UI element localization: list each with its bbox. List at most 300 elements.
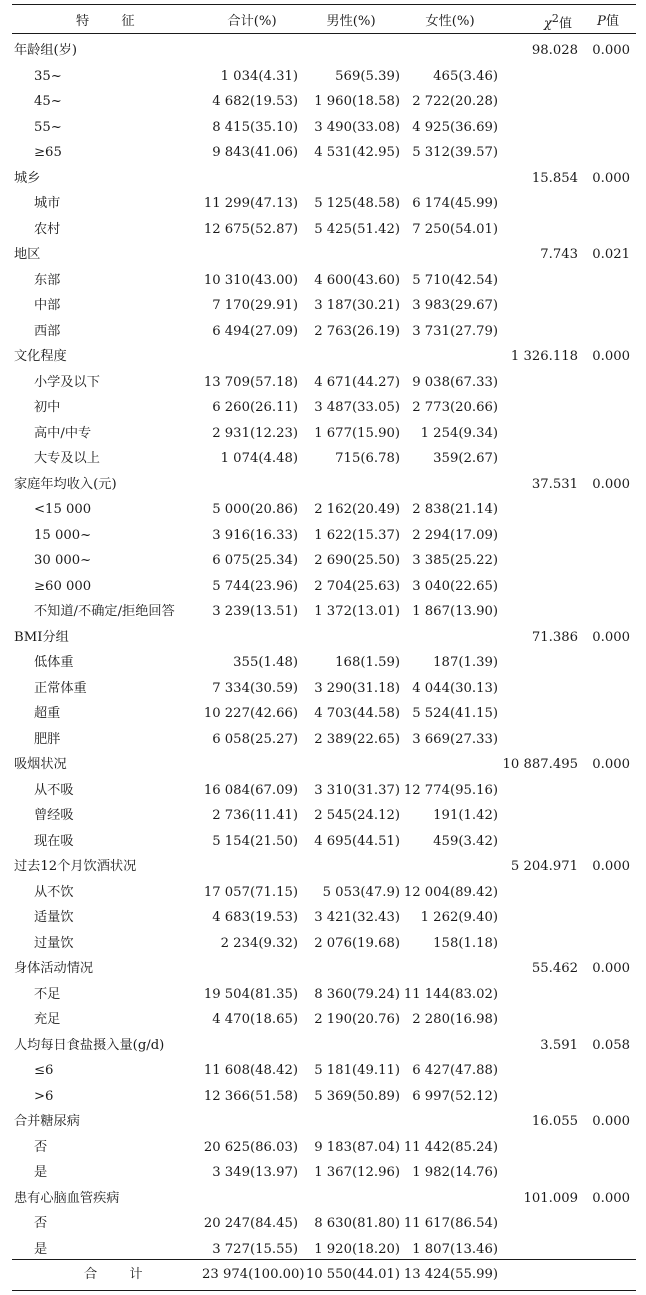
- row-label: 肥胖: [34, 731, 61, 747]
- total-cell: 6 494(27.09): [212, 323, 298, 339]
- row-label: 城市: [34, 196, 61, 212]
- header-p-value: [580, 5, 636, 38]
- total-cell: 2 736(11.41): [212, 808, 298, 824]
- empty-cell: [580, 217, 636, 243]
- total-cell: 1 034(4.31): [220, 68, 298, 84]
- male-cell: 3 490(33.08): [314, 119, 400, 135]
- empty-cell: [500, 1160, 580, 1186]
- group-label: 身体活动情况: [14, 961, 94, 977]
- empty-cell: [500, 268, 580, 294]
- male-cell: 2 190(20.76): [314, 1012, 400, 1028]
- empty-cell: [400, 1109, 500, 1135]
- table-row: [12, 1135, 636, 1161]
- empty-cell: [302, 625, 400, 651]
- empty-cell: [500, 1237, 580, 1263]
- empty-cell: [500, 931, 580, 957]
- female-cell: 7 250(54.01): [412, 221, 498, 237]
- empty-cell: [580, 497, 636, 523]
- table-row: [12, 319, 636, 345]
- male-cell: 5 369(50.89): [314, 1088, 400, 1104]
- empty-cell: [500, 1084, 580, 1110]
- empty-cell: [202, 752, 302, 778]
- female-cell: 3 385(25.22): [412, 553, 498, 569]
- empty-cell: [500, 548, 580, 574]
- empty-cell: [580, 829, 636, 855]
- total-cell: 9 843(41.06): [212, 145, 298, 161]
- group-header-row: [12, 166, 636, 192]
- male-cell: 8 360(79.24): [314, 986, 400, 1002]
- group-header-row: [12, 1033, 636, 1059]
- empty-cell: [580, 574, 636, 600]
- empty-cell: [500, 497, 580, 523]
- table-row: [12, 1211, 636, 1237]
- table-row: [12, 497, 636, 523]
- male-cell: 9 183(87.04): [314, 1139, 400, 1155]
- total-cell: 2 234(9.32): [220, 935, 298, 951]
- empty-cell: [580, 319, 636, 345]
- row-label: >6: [34, 1088, 54, 1104]
- p-value: 0.021: [592, 247, 630, 263]
- male-cell: 1 367(12.96): [314, 1165, 400, 1181]
- chi-square-value: 10 887.495: [502, 757, 578, 773]
- female-cell: 6 174(45.99): [412, 196, 498, 212]
- female-cell: 11 144(83.02): [403, 986, 498, 1002]
- male-cell: 5 181(49.11): [314, 1063, 400, 1079]
- female-cell: 1 262(9.40): [420, 910, 498, 926]
- p-value: 0.000: [592, 859, 630, 875]
- empty-cell: [580, 905, 636, 931]
- empty-cell: [500, 115, 580, 141]
- male-cell: 4 600(43.60): [314, 272, 400, 288]
- empty-cell: [202, 242, 302, 268]
- group-label: 过去12个月饮酒状况: [14, 859, 137, 875]
- p-value: 0.000: [592, 961, 630, 977]
- male-cell: 715(6.78): [335, 451, 400, 467]
- empty-cell: [500, 803, 580, 829]
- total-male: 10 550(44.01): [305, 1267, 400, 1283]
- female-cell: 1 254(9.34): [420, 425, 498, 441]
- female-cell: 6 427(47.88): [412, 1063, 498, 1079]
- group-label: 人均每日食盐摄入量(g/d): [14, 1037, 165, 1053]
- table-row: [12, 676, 636, 702]
- group-label: 文化程度: [14, 349, 67, 365]
- chi-square-value: 71.386: [531, 629, 578, 645]
- total-cell: 11 299(47.13): [203, 196, 298, 212]
- row-label: 过量饮: [34, 935, 74, 951]
- empty-cell: [400, 344, 500, 370]
- empty-cell: [202, 625, 302, 651]
- empty-cell: [500, 982, 580, 1008]
- female-cell: 11 617(86.54): [403, 1216, 498, 1232]
- group-label: 吸烟状况: [14, 757, 67, 773]
- table-row: [12, 64, 636, 90]
- chi-suffix: 值: [558, 16, 572, 32]
- row-label: 正常体重: [34, 680, 87, 696]
- empty-cell: [202, 166, 302, 192]
- male-cell: 3 421(32.43): [314, 910, 400, 926]
- empty-cell: [580, 395, 636, 421]
- male-cell: 5 053(47.9): [322, 884, 400, 900]
- table-row: [12, 395, 636, 421]
- empty-cell: [400, 166, 500, 192]
- chi-square-value: 5 204.971: [510, 859, 578, 875]
- total-cell: 5 154(21.50): [212, 833, 298, 849]
- chi-square-value: 55.462: [531, 961, 578, 977]
- male-cell: 2 076(19.68): [314, 935, 400, 951]
- p-suffix: 值: [605, 13, 620, 29]
- group-label: 合并糖尿病: [14, 1114, 80, 1130]
- p-value: 0.000: [592, 1190, 630, 1206]
- empty-cell: [580, 64, 636, 90]
- group-label: 地区: [14, 247, 41, 263]
- table-row: [12, 115, 636, 141]
- total-cell: 19 504(81.35): [203, 986, 298, 1002]
- empty-cell: [580, 676, 636, 702]
- total-cell: 2 931(12.23): [212, 425, 298, 441]
- empty-cell: [500, 89, 580, 115]
- total-cell: 10 227(42.66): [203, 706, 298, 722]
- row-label: 是: [34, 1165, 48, 1181]
- total-cell: 6 260(26.11): [212, 400, 298, 416]
- chi-square-value: 3.591: [540, 1037, 578, 1053]
- male-cell: 1 622(15.37): [314, 527, 400, 543]
- total-cell: 20 247(84.45): [203, 1216, 298, 1232]
- chi-square-value: 7.743: [540, 247, 578, 263]
- empty-cell: [202, 1186, 302, 1212]
- empty-cell: [202, 1033, 302, 1059]
- empty-cell: [302, 166, 400, 192]
- empty-cell: [302, 344, 400, 370]
- empty-cell: [500, 140, 580, 166]
- table-row: [12, 1058, 636, 1084]
- table-row: [12, 1007, 636, 1033]
- group-label: 家庭年均收入(元): [14, 476, 117, 492]
- group-header-row: [12, 854, 636, 880]
- empty-cell: [302, 1186, 400, 1212]
- row-label: 35~: [34, 68, 62, 84]
- row-label: ≥60 000: [34, 578, 92, 594]
- empty-cell: [400, 1033, 500, 1059]
- female-cell: 2 838(21.14): [412, 502, 498, 518]
- female-cell: 6 997(52.12): [412, 1088, 498, 1104]
- empty-cell: [400, 1186, 500, 1212]
- row-label: 农村: [34, 221, 61, 237]
- chi-square-value: 101.009: [523, 1190, 578, 1206]
- total-cell: 5 744(23.96): [212, 578, 298, 594]
- male-cell: 2 704(25.63): [314, 578, 400, 594]
- table-row: [12, 574, 636, 600]
- empty-cell: [302, 1109, 400, 1135]
- row-label: 中部: [34, 298, 61, 314]
- empty-cell: [400, 956, 500, 982]
- empty-cell: [500, 574, 580, 600]
- female-cell: 465(3.46): [433, 68, 498, 84]
- table-row: [12, 778, 636, 804]
- male-cell: 2 545(24.12): [314, 808, 400, 824]
- empty-cell: [500, 1058, 580, 1084]
- table-row: [12, 446, 636, 472]
- total-cell: 6 058(25.27): [212, 731, 298, 747]
- row-label: 曾经吸: [34, 808, 74, 824]
- female-cell: 3 983(29.67): [412, 298, 498, 314]
- total-cell: 20 625(86.03): [203, 1139, 298, 1155]
- empty-cell: [400, 752, 500, 778]
- header-female: 女性(%): [425, 13, 475, 29]
- table-row: [12, 191, 636, 217]
- group-label: 城乡: [14, 170, 41, 186]
- empty-cell: [400, 854, 500, 880]
- header-male: 男性(%): [326, 13, 376, 29]
- empty-cell: [500, 421, 580, 447]
- female-cell: 11 442(85.24): [403, 1139, 498, 1155]
- row-label: 小学及以下: [34, 374, 100, 390]
- empty-cell: [500, 727, 580, 753]
- group-header-row: [12, 344, 636, 370]
- male-cell: 5 125(48.58): [314, 196, 400, 212]
- empty-cell: [580, 1084, 636, 1110]
- row-label: 从不饮: [34, 884, 74, 900]
- chi-square-value: 37.531: [531, 476, 578, 492]
- row-label: 不知道/不确定/拒绝回答: [34, 604, 175, 620]
- female-cell: 5 312(39.57): [412, 145, 498, 161]
- empty-cell: [302, 854, 400, 880]
- total-cell: 16 084(67.09): [203, 782, 298, 798]
- header-feature: 特 征: [76, 13, 149, 29]
- empty-cell: [302, 752, 400, 778]
- row-label: 西部: [34, 323, 61, 339]
- table-row: [12, 701, 636, 727]
- empty-cell: [202, 344, 302, 370]
- total-p-empty: [580, 1262, 636, 1288]
- female-cell: 12 774(95.16): [403, 782, 498, 798]
- group-header-row: [12, 752, 636, 778]
- empty-cell: [580, 1211, 636, 1237]
- empty-cell: [500, 446, 580, 472]
- group-header-row: [12, 956, 636, 982]
- female-cell: 1 982(14.76): [412, 1165, 498, 1181]
- row-label: 是: [34, 1241, 48, 1257]
- group-header-row: [12, 625, 636, 651]
- empty-cell: [580, 1237, 636, 1263]
- row-label: 东部: [34, 272, 61, 288]
- empty-cell: [302, 1033, 400, 1059]
- row-label: 现在吸: [34, 833, 74, 849]
- row-label: 否: [34, 1216, 48, 1232]
- row-label: ≤6: [34, 1063, 54, 1079]
- row-label: 45~: [34, 94, 62, 110]
- total-cell: 7 334(30.59): [212, 680, 298, 696]
- male-cell: 4 531(42.95): [314, 145, 400, 161]
- female-cell: 191(1.42): [433, 808, 498, 824]
- row-label: 超重: [34, 706, 61, 722]
- chi-square-value: 1 326.118: [510, 349, 578, 365]
- table-row: [12, 140, 636, 166]
- table-row: [12, 89, 636, 115]
- empty-cell: [580, 89, 636, 115]
- empty-cell: [580, 727, 636, 753]
- group-header-row: [12, 472, 636, 498]
- row-label: 否: [34, 1139, 48, 1155]
- empty-cell: [580, 191, 636, 217]
- group-label: 患有心脑血管疾病: [14, 1190, 120, 1206]
- empty-cell: [400, 242, 500, 268]
- empty-cell: [500, 523, 580, 549]
- group-header-row: [12, 242, 636, 268]
- row-label: 充足: [34, 1012, 61, 1028]
- female-cell: 158(1.18): [433, 935, 498, 951]
- total-cell: 3 916(16.33): [212, 527, 298, 543]
- table-header-row: [12, 5, 636, 38]
- empty-cell: [500, 905, 580, 931]
- total-cell: 7 170(29.91): [212, 298, 298, 314]
- p-value: 0.000: [592, 757, 630, 773]
- male-cell: 3 310(31.37): [314, 782, 400, 798]
- female-cell: 3 669(27.33): [412, 731, 498, 747]
- row-label: 15 000~: [34, 527, 92, 543]
- table-row: [12, 217, 636, 243]
- empty-cell: [500, 599, 580, 625]
- empty-cell: [202, 854, 302, 880]
- empty-cell: [580, 803, 636, 829]
- p-value: 0.000: [592, 349, 630, 365]
- female-cell: 2 280(16.98): [412, 1012, 498, 1028]
- total-cell: 3 239(13.51): [212, 604, 298, 620]
- female-cell: 2 294(17.09): [412, 527, 498, 543]
- male-cell: 3 487(33.05): [314, 400, 400, 416]
- empty-cell: [580, 268, 636, 294]
- p-value: 0.000: [592, 476, 630, 492]
- table-row: [12, 268, 636, 294]
- row-label: 大专及以上: [34, 451, 100, 467]
- empty-cell: [580, 701, 636, 727]
- empty-cell: [580, 1058, 636, 1084]
- empty-cell: [202, 1109, 302, 1135]
- table-bottom-rule: [12, 1290, 636, 1291]
- empty-cell: [500, 650, 580, 676]
- p-symbol: P: [596, 13, 606, 29]
- total-cell: 355(1.48): [233, 655, 298, 671]
- empty-cell: [580, 370, 636, 396]
- empty-cell: [500, 701, 580, 727]
- p-value: 0.058: [592, 1037, 630, 1053]
- row-label: <15 000: [34, 502, 92, 518]
- female-cell: 4 044(30.13): [412, 680, 498, 696]
- female-cell: 5 524(41.15): [412, 706, 498, 722]
- empty-cell: [500, 1211, 580, 1237]
- male-cell: 1 677(15.90): [314, 425, 400, 441]
- empty-cell: [580, 421, 636, 447]
- male-cell: 1 920(18.20): [314, 1241, 400, 1257]
- row-label: 适量饮: [34, 910, 74, 926]
- empty-cell: [580, 650, 636, 676]
- table-row: [12, 829, 636, 855]
- row-label: 高中/中专: [34, 425, 92, 441]
- group-label: 年龄组(岁): [14, 43, 78, 59]
- empty-cell: [202, 38, 302, 64]
- empty-cell: [302, 38, 400, 64]
- total-cell: 12 366(51.58): [203, 1088, 298, 1104]
- male-cell: 1 372(13.01): [314, 604, 400, 620]
- male-cell: 2 389(22.65): [314, 731, 400, 747]
- group-header-row: [12, 1109, 636, 1135]
- male-cell: 3 187(30.21): [314, 298, 400, 314]
- empty-cell: [202, 956, 302, 982]
- empty-cell: [580, 140, 636, 166]
- total-total: 23 974(100.00): [202, 1267, 305, 1283]
- empty-cell: [500, 778, 580, 804]
- female-cell: 359(2.67): [433, 451, 498, 467]
- empty-cell: [580, 599, 636, 625]
- total-cell: 3 727(15.55): [212, 1241, 298, 1257]
- row-label: 初中: [34, 400, 61, 416]
- empty-cell: [500, 1007, 580, 1033]
- table-row: [12, 421, 636, 447]
- empty-cell: [580, 931, 636, 957]
- row-label: 不足: [34, 986, 61, 1002]
- table-row: [12, 905, 636, 931]
- female-cell: 3 731(27.79): [412, 323, 498, 339]
- table-row: [12, 982, 636, 1008]
- table-row: [12, 1160, 636, 1186]
- empty-cell: [400, 38, 500, 64]
- empty-cell: [302, 472, 400, 498]
- empty-cell: [580, 446, 636, 472]
- row-label: 30 000~: [34, 553, 92, 569]
- row-label: 55~: [34, 119, 62, 135]
- row-label: ≥65: [34, 145, 62, 161]
- female-cell: 3 040(22.65): [412, 578, 498, 594]
- total-chi-empty: [500, 1262, 580, 1288]
- total-cell: 10 310(43.00): [203, 272, 298, 288]
- empty-cell: [302, 242, 400, 268]
- characteristics-table: [12, 5, 636, 1288]
- table-row: [12, 727, 636, 753]
- male-cell: 2 690(25.50): [314, 553, 400, 569]
- total-cell: 4 470(18.65): [212, 1012, 298, 1028]
- row-label: 从不吸: [34, 782, 74, 798]
- table-row: [12, 880, 636, 906]
- empty-cell: [580, 293, 636, 319]
- female-cell: 459(3.42): [433, 833, 498, 849]
- male-cell: 569(5.39): [335, 68, 400, 84]
- table-row: [12, 370, 636, 396]
- total-cell: 8 415(35.10): [212, 119, 298, 135]
- empty-cell: [400, 625, 500, 651]
- p-value: 0.000: [592, 1114, 630, 1130]
- chi-square-value: 15.854: [531, 170, 578, 186]
- table-row: [12, 1237, 636, 1263]
- p-value: 0.000: [592, 629, 630, 645]
- empty-cell: [500, 829, 580, 855]
- female-cell: 2 722(20.28): [412, 94, 498, 110]
- total-cell: 6 075(25.34): [212, 553, 298, 569]
- header-chi-square: $\chi^2$值: [543, 12, 572, 32]
- table-total-row: [12, 1262, 636, 1288]
- total-cell: 12 675(52.87): [203, 221, 298, 237]
- empty-cell: [500, 293, 580, 319]
- p-value: 0.000: [592, 43, 630, 59]
- empty-cell: [500, 676, 580, 702]
- empty-cell: [500, 217, 580, 243]
- empty-cell: [302, 956, 400, 982]
- table-row: [12, 650, 636, 676]
- chi-square-value: 16.055: [531, 1114, 578, 1130]
- empty-cell: [580, 880, 636, 906]
- male-cell: 2 162(20.49): [314, 502, 400, 518]
- empty-cell: [580, 778, 636, 804]
- empty-cell: [500, 64, 580, 90]
- empty-cell: [202, 472, 302, 498]
